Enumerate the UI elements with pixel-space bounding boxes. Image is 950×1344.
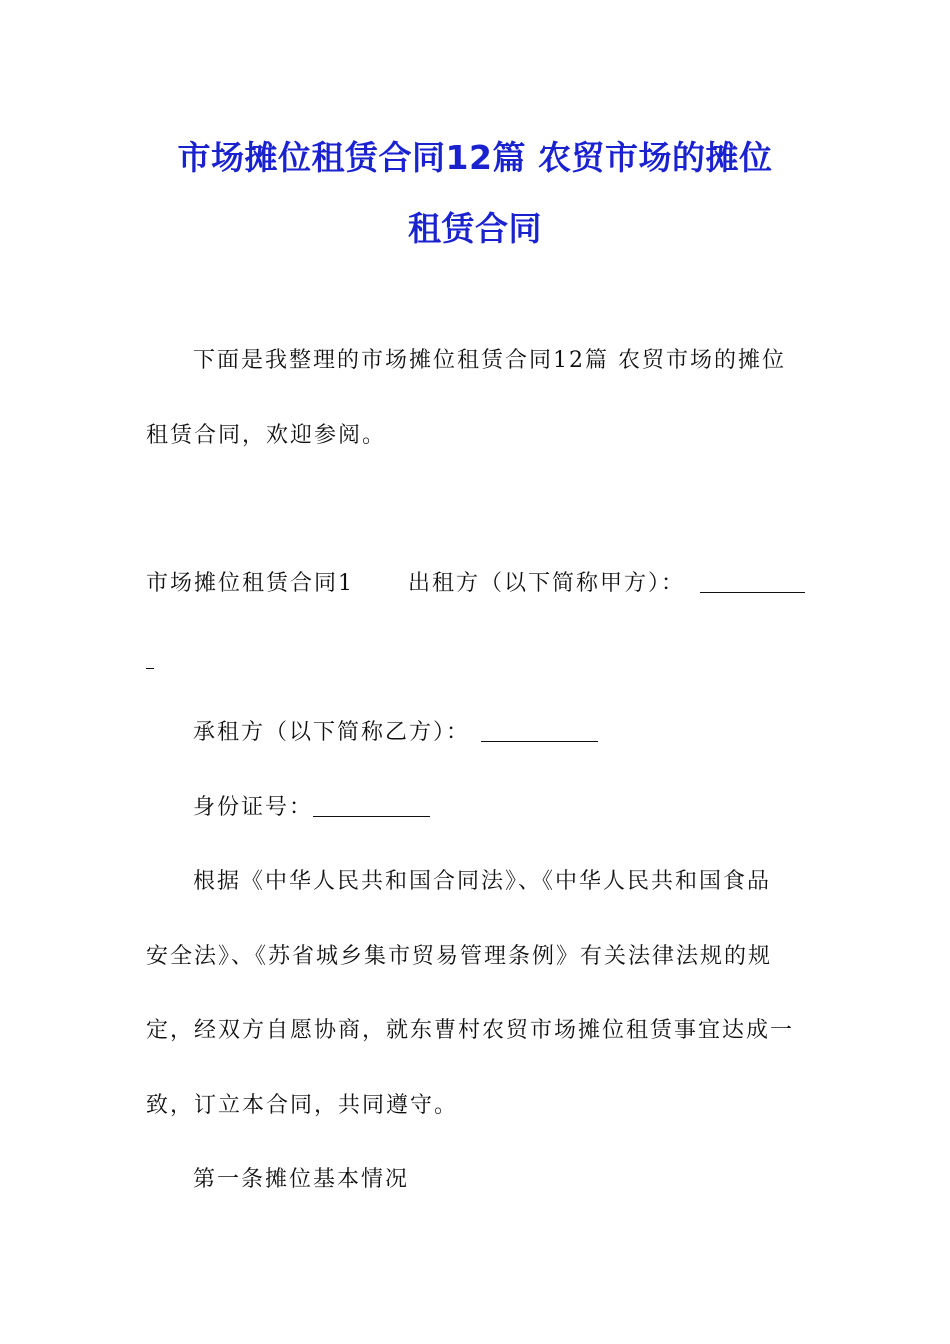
- document-title-line-2: 租赁合同: [408, 209, 542, 248]
- lessee-blank: [481, 721, 598, 742]
- basis-line-4: 致，订立本合同，共同遵守。: [146, 1093, 459, 1118]
- lessor-label: 出租方（以下简称甲方）：: [408, 571, 686, 596]
- basis-line-1: 根据《中华人民共和国合同法》、《中华人民共和国食品: [193, 869, 772, 894]
- id-label: 身份证号：: [193, 795, 314, 820]
- basis-line-2: 安全法》、《苏省城乡集市贸易管理条例》有关法律法规的规: [146, 944, 773, 969]
- basis-line-3: 定，经双方自愿协商，就东曹村农贸市场摊位租赁事宜达成一: [146, 1018, 795, 1043]
- id-blank: [313, 796, 430, 817]
- lessee-label: 承租方（以下简称乙方）：: [193, 720, 471, 745]
- contract-heading: 市场摊位租赁合同1: [146, 571, 354, 596]
- intro-line-1: 下面是我整理的市场摊位租赁合同12篇 农贸市场的摊位: [193, 348, 786, 373]
- intro-line-2: 租赁合同，欢迎参阅。: [146, 423, 387, 448]
- lessor-blank-continued: [146, 648, 154, 669]
- lessor-blank: [700, 572, 805, 593]
- article-1-heading: 第一条摊位基本情况: [193, 1167, 410, 1192]
- document-title-line-1: 市场摊位租赁合同12篇 农贸市场的摊位: [177, 138, 773, 177]
